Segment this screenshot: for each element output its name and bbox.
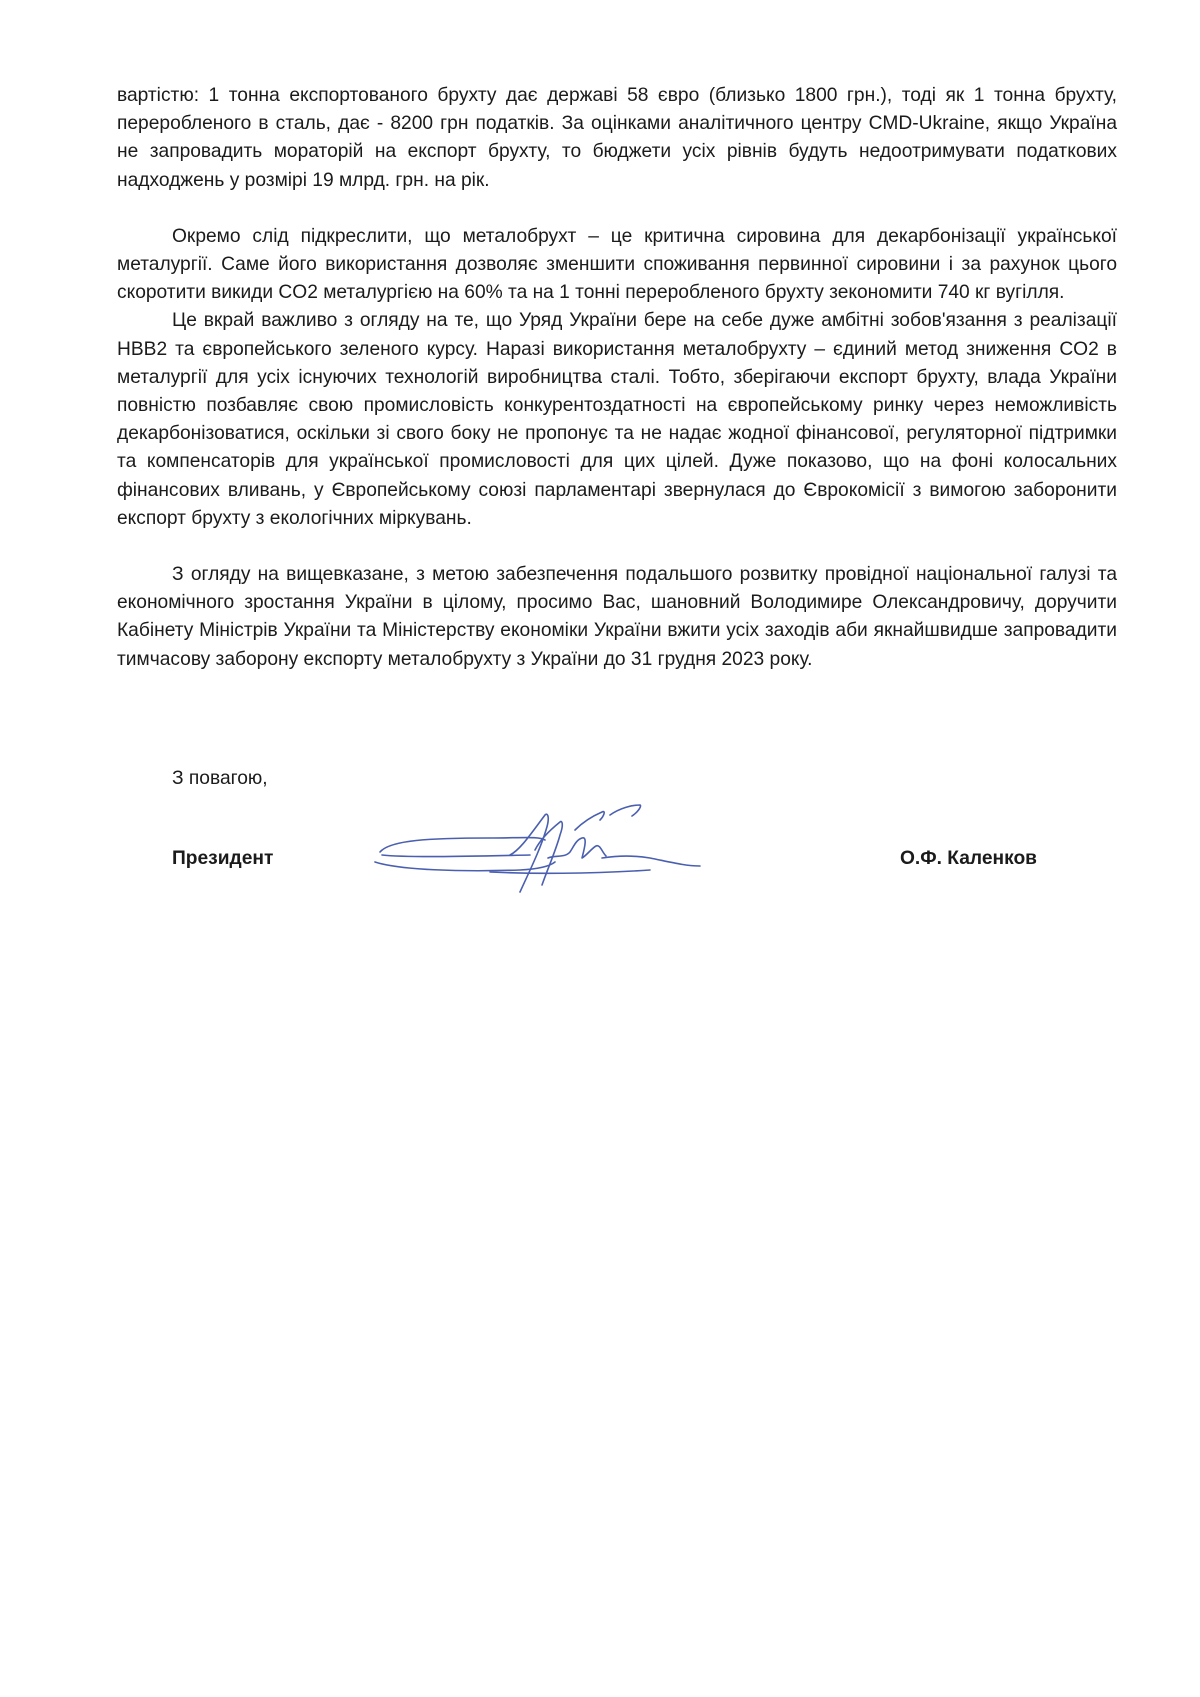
signatory-title: Президент [172, 848, 274, 869]
letter-body [117, 82, 1117, 674]
signatory-name: О.Ф. Каленков [900, 848, 1037, 869]
paragraph-continuation: вартістю: 1 тонна експортованого брухту дає державі 58 євро (близько 1800 грн.), тоді як 1 тонна брухту, переробленого в сталь, дає - 8200 грн податків. За оцінками аналітичного центру CMD-Ukraine, якщо Україна не запровадить мораторій на експорт брухту, то бюджети усіх рівнів будуть недоотримувати податкових надходжень у розмірі 19 млрд. грн. на рік. [117, 85, 1117, 191]
paragraph-scrap-decarbonization: Окремо слід підкреслити, що металобрухт – це критична сировина для декарбонізації української металургії. Саме його використання дозволяє зменшити споживання первинної сировини і за рахунок цього скоротити викиди CO2 металургією на 60% та на 1 тонні переробленого брухту зекономити 740 кг вугілля. [117, 225, 1117, 304]
paragraph-request: З огляду на вищевказане, з метою забезпечення подальшого розвитку провідної національної галузі та економічного зростання України в цілому, просимо Вас, шановний Володимире Олександровичу, доручити Кабінету Міністрів України та Міністерству економіки України вжити усіх заходів аби якнайшвидше запровадити тимчасову заборону експорту металобрухту з України до 31 грудня 2023 року. [117, 564, 1117, 670]
paragraph-government-commitments: Це вкрай важливо з огляду на те, що Уряд України бере на себе дуже амбітні зобов'язання з реалізації НВВ2 та європейського зеленого курсу. Наразі використання металобрухту – єдиний метод зниження CO2 в металургії для усіх існуючих технологій виробництва сталі. Тобто, зберігаючи експорт брухту, влада України повністю позбавляє свою промисловість конкурентоздатності на європейському ринку через неможливість декарбонізоватися, оскільки зі свого боку не пропонує та не надає жодної фінансової, регуляторної підтримки та компенсаторів для української промисловості для цих цілей. Дуже показово, що на фоні колосальних фінансових вливань, у Європейському союзі парламентарі звернулася до Єврокомісії з вимогою заборонити експорт брухту з екологічних міркувань. [117, 310, 1117, 529]
signature-row [0, 845, 1200, 885]
closing-phrase: З повагою, [172, 768, 268, 789]
